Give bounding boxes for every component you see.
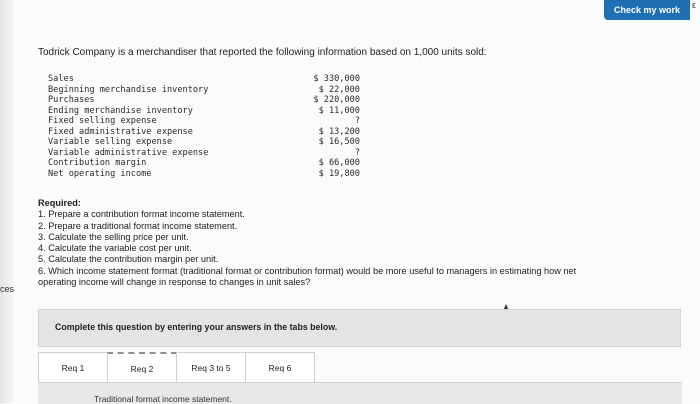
data-value: $ 220,000: [313, 95, 360, 105]
data-label: Ending merchandise inventory: [48, 105, 193, 116]
required-item: 1. Prepare a contribution format income statement.: [38, 209, 245, 220]
data-value: ?: [354, 116, 360, 126]
data-label: Variable administrative expense: [48, 147, 209, 158]
data-row: [48, 85, 360, 96]
left-panel-edge: [0, 0, 14, 403]
data-value: ?: [354, 147, 360, 158]
required-item: 2. Prepare a traditional format income statement.: [38, 220, 238, 231]
data-value: $ 13,200: [318, 126, 360, 137]
tab-content-header: [38, 382, 682, 404]
data-label: Net operating income: [48, 168, 152, 179]
instruction-text: Complete this question by entering your answers in the tabs below.: [55, 322, 338, 332]
data-label: Variable selling expense: [48, 137, 173, 147]
data-label: Sales: [48, 74, 74, 84]
financial-data-table: [48, 74, 360, 179]
data-row: [48, 95, 360, 106]
required-item: operating income will change in response to changes in unit sales?: [38, 277, 311, 288]
data-value: $ 19,800: [318, 168, 360, 179]
data-value: $ 16,500: [318, 137, 360, 147]
tab-req-6[interactable]: Req 6: [245, 352, 315, 384]
corner-mark: ε: [692, 0, 697, 10]
data-row: [48, 116, 360, 127]
required-item: 4. Calculate the variable cost per unit.: [38, 243, 192, 254]
instruction-bar: [38, 309, 681, 347]
required-item: 5. Calculate the contribution margin per unit.: [38, 254, 219, 265]
tab-req-1[interactable]: Req 1: [38, 352, 108, 384]
tab-content-title: Traditional format income statement.: [94, 394, 232, 404]
data-value: $ 22,000: [318, 84, 360, 95]
data-row: [48, 74, 360, 85]
required-title: Required:: [38, 198, 81, 208]
sidebar-label[interactable]: ces: [0, 284, 15, 294]
requirement-tabs: [38, 352, 682, 403]
data-row: [48, 106, 360, 117]
data-label: Purchases: [48, 95, 95, 105]
data-label: Fixed selling expense: [48, 116, 157, 126]
tab-req-3-to-5[interactable]: Req 3 to 5: [176, 352, 246, 384]
check-my-work-button[interactable]: Check my work: [604, 0, 690, 20]
tab-req-2[interactable]: Req 2: [107, 352, 177, 385]
data-value: $ 11,000: [318, 105, 360, 116]
data-row: [48, 137, 360, 148]
data-label: Contribution margin: [48, 158, 147, 168]
required-section: [38, 198, 576, 288]
data-value: $ 330,000: [313, 74, 360, 84]
required-item: 3. Calculate the selling price per unit.: [38, 231, 189, 242]
data-label: Fixed administrative expense: [48, 126, 193, 137]
data-value: $ 66,000: [318, 158, 360, 168]
required-item: 6. Which income statement format (traditional format or contribution format) would be more useful to managers in estimating how net: [38, 265, 577, 276]
problem-intro: Todrick Company is a merchandiser that reported the following information based on 1,000 units sold:: [38, 47, 487, 58]
data-label: Beginning merchandise inventory: [48, 84, 209, 95]
data-row: [48, 148, 360, 159]
data-row: [48, 169, 360, 180]
data-row: [48, 158, 360, 169]
data-row: [48, 127, 360, 138]
